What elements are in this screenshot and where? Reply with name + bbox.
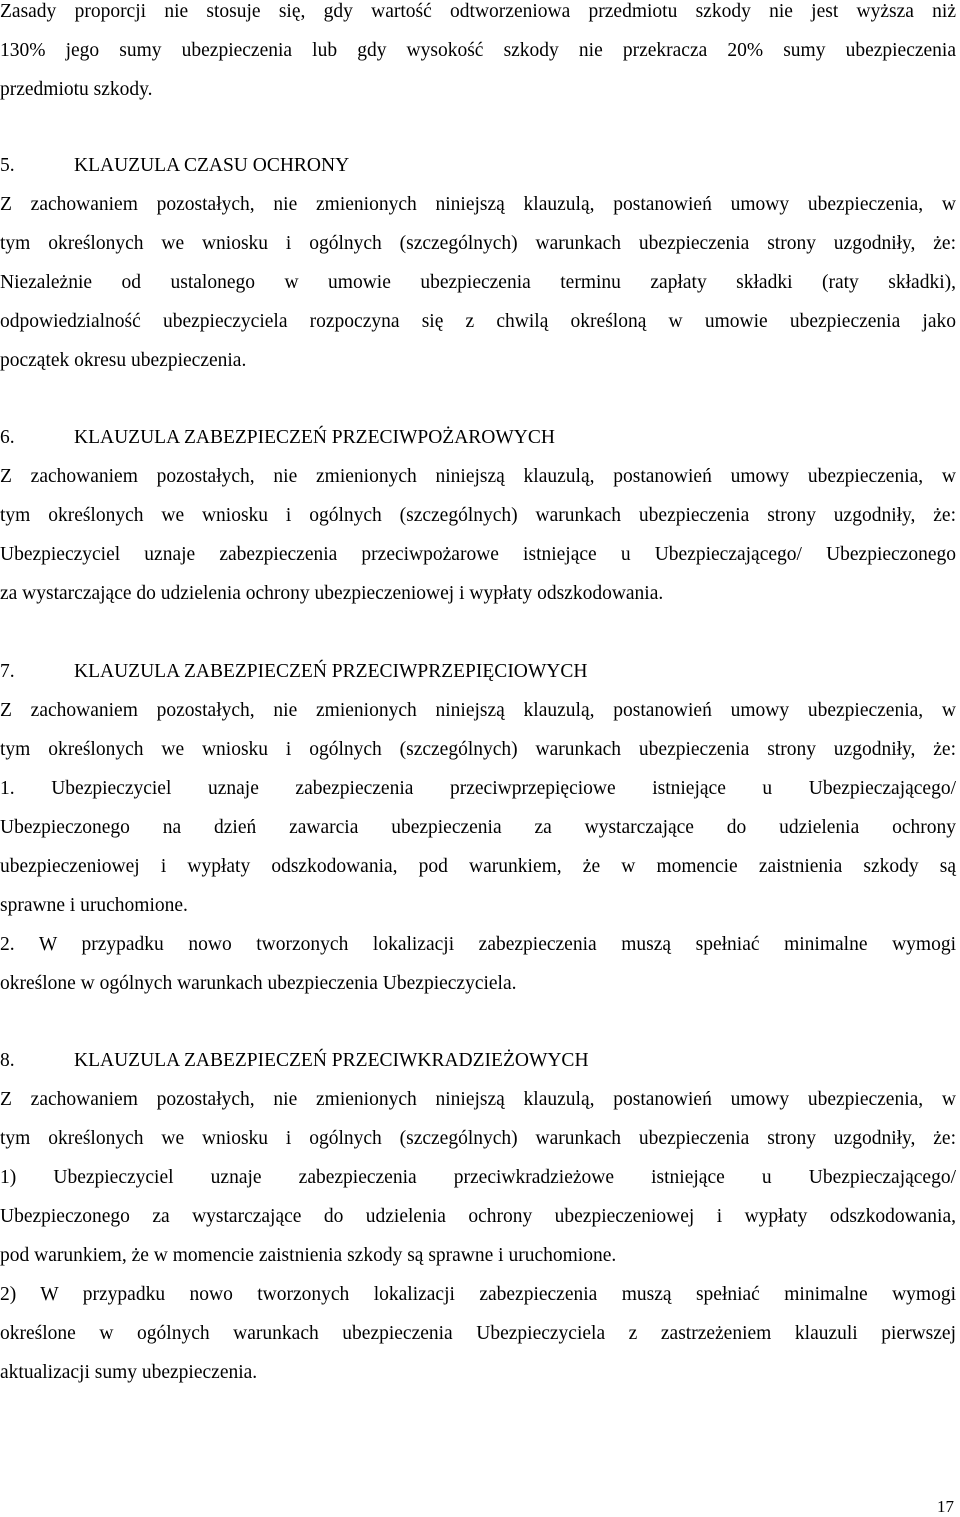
paragraph-line: pod warunkiem, że w momencie zaistnienia szkody są sprawne i uruchomione. [0, 1245, 617, 1266]
paragraph-line: przedmiotu szkody. [0, 79, 153, 100]
section-title: KLAUZULA ZABEZPIECZEŃ PRZECIWPRZEPIĘCIOWYCH [74, 661, 588, 682]
paragraph-line: 1. Ubezpieczyciel uznaje zabezpieczenia przeciwprzepięciowe istniejące u Ubezpieczającego/ [0, 778, 956, 799]
paragraph-line: 2. W przypadku nowo tworzonych lokalizacji zabezpieczenia muszą spełniać minimalne wymogi [0, 934, 956, 955]
section-number: 5. [0, 155, 15, 176]
paragraph-line: Ubezpieczyciel uznaje zabezpieczenia przeciwpożarowe istniejące u Ubezpieczającego/ Ubezpieczonego [0, 544, 956, 565]
paragraph-line: tym określonych we wniosku i ogólnych (szczególnych) warunkach ubezpieczenia strony uzgodniły, że: [0, 1128, 956, 1149]
paragraph-line: 1) Ubezpieczyciel uznaje zabezpieczenia przeciwkradzieżowe istniejące u Ubezpieczającego/ [0, 1167, 956, 1188]
paragraph-line: Niezależnie od ustalonego w umowie ubezpieczenia terminu zapłaty składki (raty składki), [0, 272, 956, 293]
section-heading-8 [0, 1049, 589, 1073]
paragraph-line: Z zachowaniem pozostałych, nie zmienionych niniejszą klauzulą, postanowień umowy ubezpieczenia, w [0, 1089, 956, 1110]
section-number: 7. [0, 661, 15, 682]
section-number: 8. [0, 1050, 15, 1071]
section-heading-5 [0, 154, 349, 178]
section-heading-6 [0, 426, 555, 450]
paragraph-line: sprawne i uruchomione. [0, 895, 188, 916]
section-number: 6. [0, 427, 15, 448]
section-title: KLAUZULA ZABEZPIECZEŃ PRZECIWKRADZIEŻOWYCH [74, 1050, 589, 1071]
paragraph-line: określone w ogólnych warunkach ubezpieczenia Ubezpieczyciela. [0, 973, 517, 994]
paragraph-line: ubezpieczeniowej i wypłaty odszkodowania, pod warunkiem, że w momencie zaistnienia szkody są [0, 856, 956, 877]
paragraph-line: Z zachowaniem pozostałych, nie zmienionych niniejszą klauzulą, postanowień umowy ubezpieczenia, w [0, 194, 956, 215]
section-title: KLAUZULA ZABEZPIECZEŃ PRZECIWPOŻAROWYCH [74, 427, 555, 448]
paragraph-line: Z zachowaniem pozostałych, nie zmienionych niniejszą klauzulą, postanowień umowy ubezpieczenia, w [0, 700, 956, 721]
paragraph-line: Z zachowaniem pozostałych, nie zmienionych niniejszą klauzulą, postanowień umowy ubezpieczenia, w [0, 466, 956, 487]
paragraph-line: 2) W przypadku nowo tworzonych lokalizacji zabezpieczenia muszą spełniać minimalne wymogi [0, 1284, 956, 1305]
paragraph-line: Ubezpieczonego za wystarczające do udzielenia ochrony ubezpieczeniowej i wypłaty odszkodowania, [0, 1206, 956, 1227]
paragraph-line: odpowiedzialność ubezpieczyciela rozpoczyna się z chwilą określoną w umowie ubezpieczenia jako [0, 311, 956, 332]
paragraph-line: aktualizacji sumy ubezpieczenia. [0, 1362, 258, 1383]
paragraph-line: tym określonych we wniosku i ogólnych (szczególnych) warunkach ubezpieczenia strony uzgodniły, że: [0, 505, 956, 526]
section-heading-7 [0, 660, 587, 684]
paragraph-line: początek okresu ubezpieczenia. [0, 350, 247, 371]
paragraph-line: tym określonych we wniosku i ogólnych (szczególnych) warunkach ubezpieczenia strony uzgodniły, że: [0, 739, 956, 760]
paragraph-line: Ubezpieczonego na dzień zawarcia ubezpieczenia za wystarczające do udzielenia ochrony [0, 817, 956, 838]
paragraph-line: 130% jego sumy ubezpieczenia lub gdy wysokość szkody nie przekracza 20% sumy ubezpieczenia [0, 40, 956, 61]
paragraph-line: tym określonych we wniosku i ogólnych (szczególnych) warunkach ubezpieczenia strony uzgodniły, że: [0, 233, 956, 254]
paragraph-line: określone w ogólnych warunkach ubezpieczenia Ubezpieczyciela z zastrzeżeniem klauzuli pierwszej [0, 1323, 956, 1344]
paragraph-line: za wystarczające do udzielenia ochrony ubezpieczeniowej i wypłaty odszkodowania. [0, 583, 664, 604]
paragraph-line: Zasady proporcji nie stosuje się, gdy wartość odtworzeniowa przedmiotu szkody nie jest wyższa niż [0, 1, 956, 22]
section-title: KLAUZULA CZASU OCHRONY [74, 155, 350, 176]
page-number: 17 [937, 1497, 954, 1516]
